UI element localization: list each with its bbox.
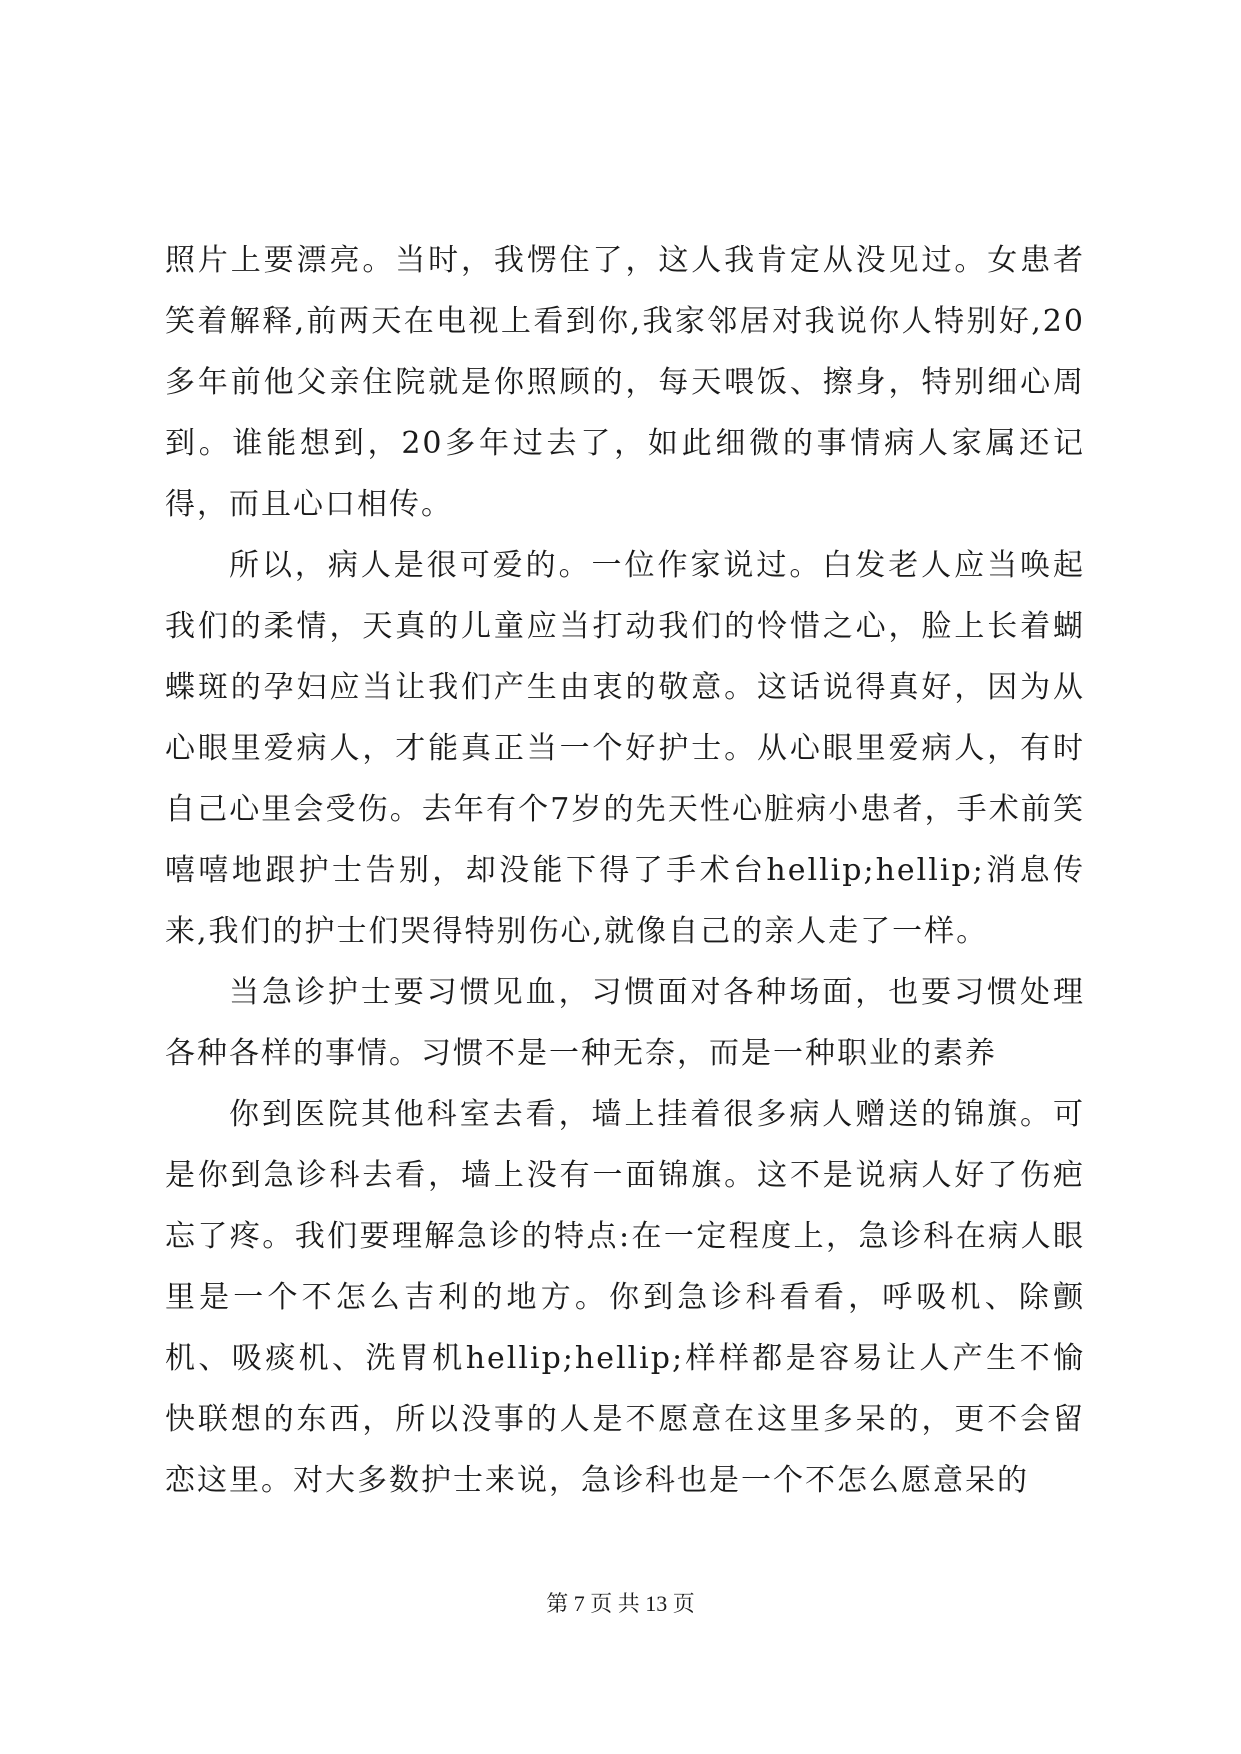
page-number-footer: 第 7 页 共 13 页: [546, 1591, 695, 1616]
paragraph: 当急诊护士要习惯见血，习惯面对各种场面，也要习惯处理各种各样的事情。习惯不是一种无奈，而是一种职业的素养: [165, 975, 1085, 1071]
paragraph: 你到医院其他科室去看，墙上挂着很多病人赠送的锦旗。可是你到急诊科去看，墙上没有一面锦旗。这不是说病人好了伤疤忘了疼。我们要理解急诊的特点:在一定程度上，急诊科在病人眼里是一个不怎么吉利的地方。你到急诊科看看，呼吸机、除颤机、吸痰机、洗胃机hellip;hellip;样样都是容易让人产生不愉快联想的东西，所以没事的人是不愿意在这里多呆的，更不会留恋这里。对大多数护士来说，急诊科也是一个不怎么愿意呆的: [165, 1097, 1085, 1498]
paragraph: 照片上要漂亮。当时，我愣住了，这人我肯定从没见过。女患者笑着解释,前两天在电视上看到你,我家邻居对我说你人特别好,20多年前他父亲住院就是你照顾的，每天喂饭、擦身，特别细心周到。谁能想到，20多年过去了，如此细微的事情病人家属还记得，而且心口相传。: [165, 243, 1085, 522]
body-text: [165, 230, 1085, 1511]
paragraph: 所以，病人是很可爱的。一位作家说过。白发老人应当唤起我们的柔情，天真的儿童应当打动我们的怜惜之心，脸上长着蝴蝶斑的孕妇应当让我们产生由衷的敬意。这话说得真好，因为从心眼里爱病人，才能真正当一个好护士。从心眼里爱病人，有时自己心里会受伤。去年有个7岁的先天性心脏病小患者，手术前笑嘻嘻地跟护士告别，却没能下得了手术台hellip;hellip;消息传来,我们的护士们哭得特别伤心,就像自己的亲人走了一样。: [165, 548, 1085, 949]
